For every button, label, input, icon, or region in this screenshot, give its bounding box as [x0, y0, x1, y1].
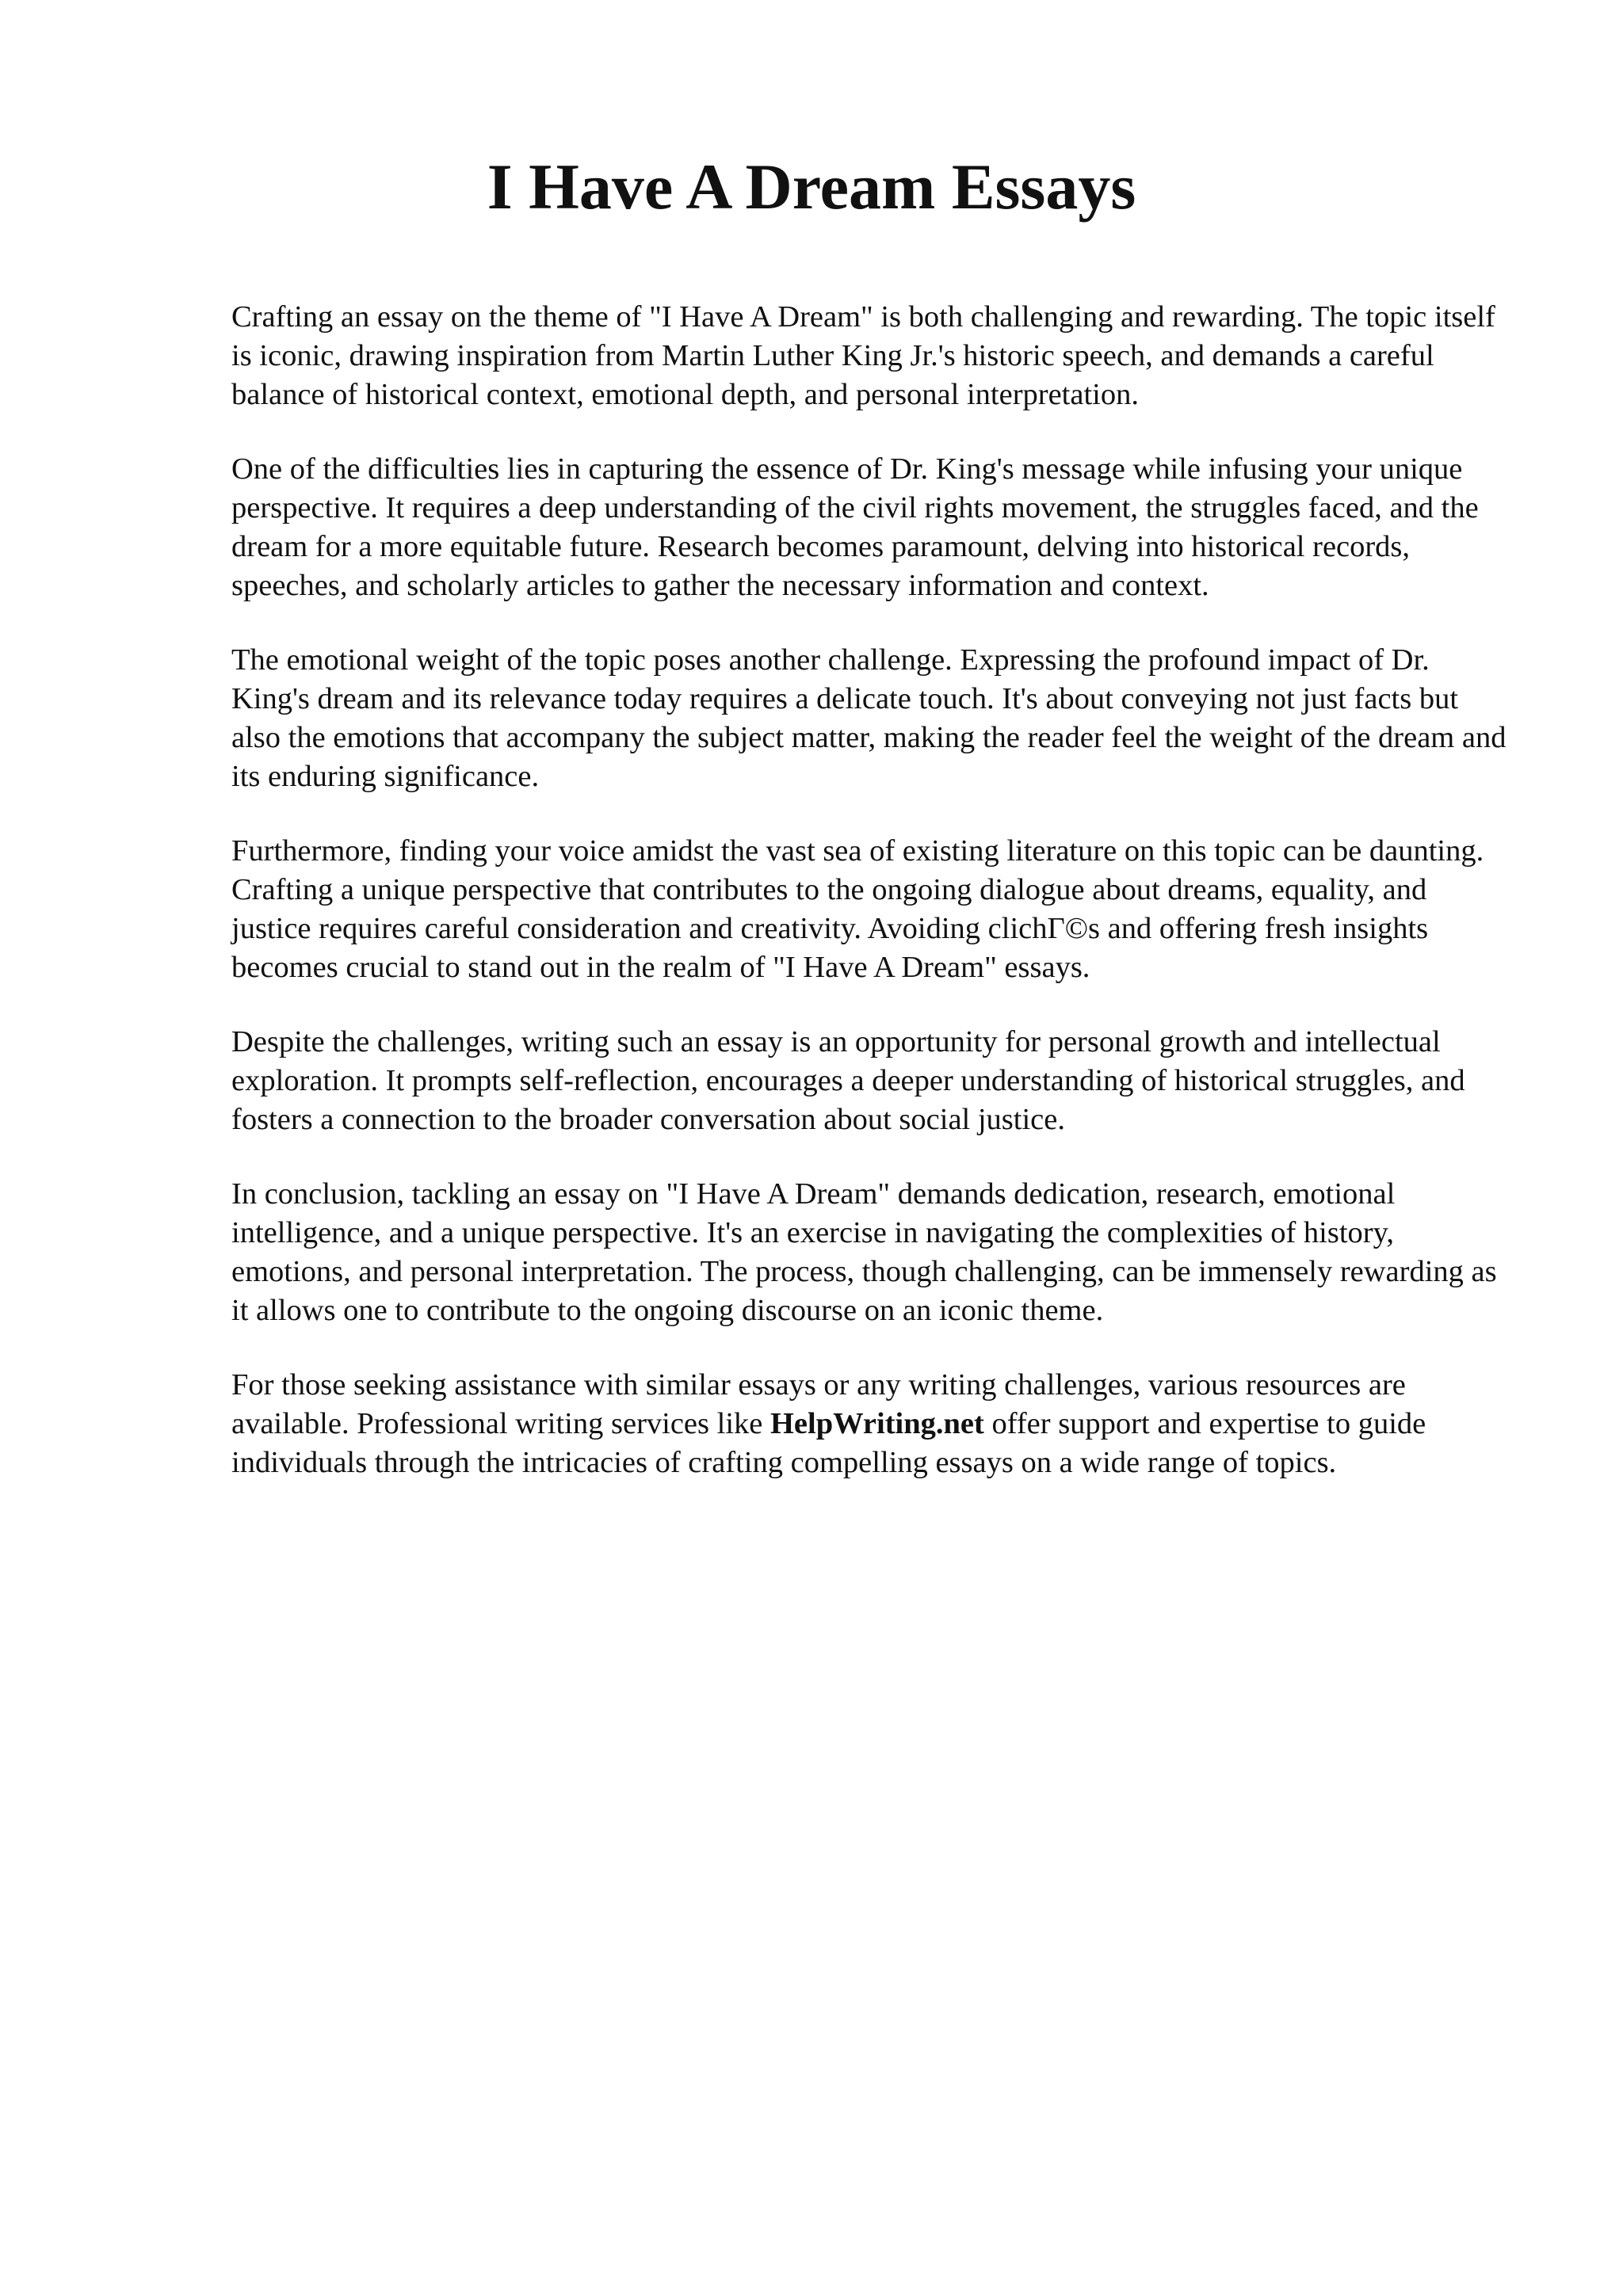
page-title: I Have A Dream Essays	[487, 151, 1136, 223]
paragraph-6: In conclusion, tackling an essay on "I Have A Dream" demands dedication, research, emotional intelligence, and a unique perspective. It's an exercise in navigating the complexities of history, emotions, and personal interpretation. The process, though challenging, can be immensely rewarding as it allows one to contribute to the ongoing discourse on an iconic theme.	[231, 1177, 1497, 1327]
paragraph-3: The emotional weight of the topic poses another challenge. Expressing the profound impact of Dr. King's dream and its relevance today requires a delicate touch. It's about conveying not just facts but also the emotions that accompany the subject matter, making the reader feel the weight of the dream and its enduring significance.	[231, 643, 1507, 793]
closing-text-before: For those seeking assistance with similar essays or any writing challenges, various resources are available. Professional writing services like	[231, 1368, 1406, 1440]
essay-body	[231, 298, 1507, 1518]
paragraph-2: One of the difficulties lies in capturing the essence of Dr. King's message while infusing your unique perspective. It requires a deep understanding of the civil rights movement, the struggles faced, and the dream for a more equitable future. Research becomes paramount, delving into historical records, speeches, and scholarly articles to gather the necessary information and context.	[231, 452, 1479, 602]
paragraph-7-closing	[231, 1366, 1507, 1482]
helpwriting-link[interactable]: HelpWriting.net	[769, 1407, 984, 1440]
paragraph-4: Furthermore, finding your voice amidst the vast sea of existing literature on this topic can be daunting. Crafting a unique perspective that contributes to the ongoing dialogue about dreams, equality, and justice requires careful consideration and creativity. Avoiding clichГ©s and offering fresh insights becomes crucial to stand out in the realm of "I Have A Dream" essays.	[231, 834, 1484, 984]
paragraph-5: Despite the challenges, writing such an essay is an opportunity for personal growth and intellectual exploration. It prompts self-reflection, encourages a deeper understanding of historical struggles, and fosters a connection to the broader conversation about social justice.	[231, 1025, 1465, 1136]
closing-text-after: offer support and expertise to guide individuals through the intricacies of crafting compelling essays on a wide range of topics.	[231, 1407, 1426, 1479]
paragraph-1: Crafting an essay on the theme of "I Have A Dream" is both challenging and rewarding. The topic itself is iconic, drawing inspiration from Martin Luther King Jr.'s historic speech, and demands a careful balance of historical context, emotional depth, and personal interpretation.	[231, 300, 1495, 411]
